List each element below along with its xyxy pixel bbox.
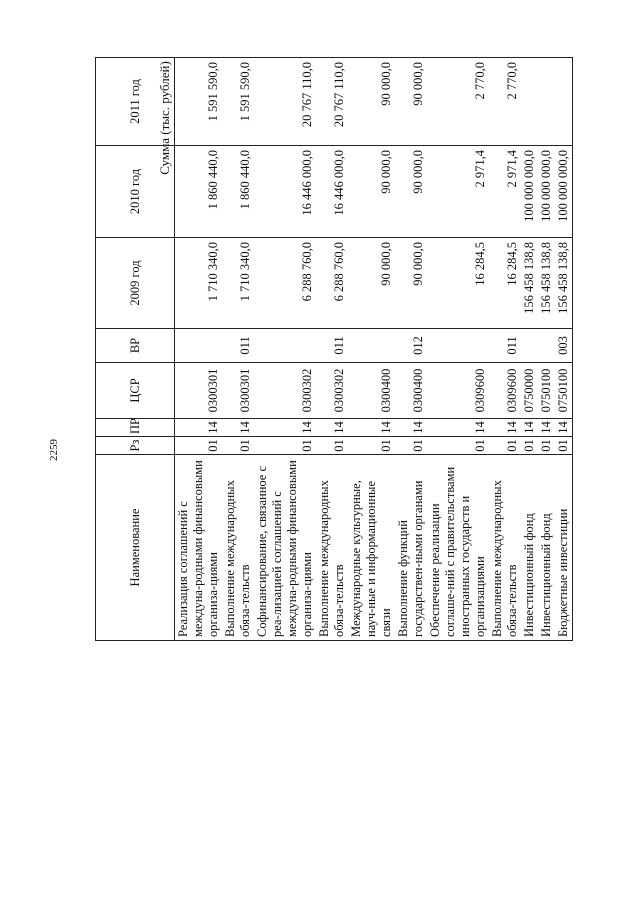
cell-rz: 01	[538, 437, 555, 455]
cell-name: Инвестиционный фонд	[538, 455, 555, 641]
cell-y2011: 20 767 110,0	[316, 58, 348, 146]
cell-y2010: 90 000,0	[395, 146, 427, 238]
header-2010: 2010 год	[96, 146, 175, 238]
cell-y2011	[555, 58, 573, 146]
table-row	[521, 58, 538, 641]
cell-y2009: 1 710 340,0	[222, 238, 254, 329]
cell-csr: 0300400	[348, 363, 395, 419]
cell-name: Выполнение международных обяза-тельств	[222, 455, 254, 641]
cell-csr: 0300302	[254, 363, 316, 419]
cell-y2010: 100 000 000,0	[521, 146, 538, 238]
cell-name: Софинансирование, связанное с реа-лизацией соглашений с междуна-родными финансовыми организа-циями	[254, 455, 316, 641]
table-row	[395, 58, 427, 641]
cell-vr: 003	[555, 329, 573, 363]
cell-vr	[175, 329, 223, 363]
cell-vr	[521, 329, 538, 363]
cell-pr: 14	[222, 419, 254, 437]
table-row	[175, 58, 223, 641]
cell-y2011: 90 000,0	[348, 58, 395, 146]
cell-rz: 01	[427, 437, 489, 455]
header-pr: ПР	[96, 419, 175, 437]
cell-y2010: 2 971,4	[489, 146, 521, 238]
cell-rz: 01	[222, 437, 254, 455]
cell-y2010: 100 000 000,0	[538, 146, 555, 238]
cell-name: Выполнение международных обяза-тельств	[316, 455, 348, 641]
cell-pr: 14	[316, 419, 348, 437]
cell-y2011: 2 770,0	[489, 58, 521, 146]
table-row	[555, 58, 573, 641]
cell-name: Реализация соглашений с междуна-родными финансовыми организа-циями	[175, 455, 223, 641]
header-2009: 2009 год	[96, 238, 175, 329]
cell-y2010: 2 971,4	[427, 146, 489, 238]
cell-y2010: 1 860 440,0	[222, 146, 254, 238]
cell-name: Выполнение международных обяза-тельств	[489, 455, 521, 641]
cell-y2011: 2 770,0	[427, 58, 489, 146]
cell-y2009: 1 710 340,0	[175, 238, 223, 329]
cell-rz: 01	[254, 437, 316, 455]
cell-y2011: 1 591 590,0	[222, 58, 254, 146]
cell-name: Обеспечение реализации соглаше-ний с правительствами иностранных государств и организациями	[427, 455, 489, 641]
table-row	[316, 58, 348, 641]
cell-vr	[538, 329, 555, 363]
cell-y2011	[538, 58, 555, 146]
cell-vr	[254, 329, 316, 363]
cell-y2009: 156 458 138,8	[538, 238, 555, 329]
cell-y2009: 90 000,0	[395, 238, 427, 329]
cell-pr: 14	[489, 419, 521, 437]
rotated-table-sheet	[95, 58, 570, 641]
cell-vr	[348, 329, 395, 363]
cell-y2010: 16 446 000,0	[254, 146, 316, 238]
cell-y2010: 1 860 440,0	[175, 146, 223, 238]
cell-y2009: 156 458 138,8	[555, 238, 573, 329]
cell-pr: 14	[395, 419, 427, 437]
cell-csr: 0300301	[222, 363, 254, 419]
table-row	[348, 58, 395, 641]
cell-name: Инвестиционный фонд	[521, 455, 538, 641]
cell-rz: 01	[316, 437, 348, 455]
unit-caption: Сумма (тыс. рублей)	[157, 61, 172, 175]
cell-y2009: 6 288 760,0	[316, 238, 348, 329]
cell-csr: 0300301	[175, 363, 223, 419]
header-rz: Рз	[96, 437, 175, 455]
cell-csr: 0300302	[316, 363, 348, 419]
cell-rz: 01	[395, 437, 427, 455]
cell-name: Выполнение функций государствен-ными органами	[395, 455, 427, 641]
cell-csr: 0309600	[489, 363, 521, 419]
cell-vr	[427, 329, 489, 363]
cell-csr: 0750100	[538, 363, 555, 419]
cell-y2009: 16 284,5	[427, 238, 489, 329]
header-name: Наименование	[96, 455, 175, 641]
cell-rz: 01	[348, 437, 395, 455]
cell-csr: 0300400	[395, 363, 427, 419]
cell-rz: 01	[555, 437, 573, 455]
cell-rz: 01	[175, 437, 223, 455]
table-body	[175, 58, 573, 641]
cell-vr: 011	[222, 329, 254, 363]
cell-csr: 0750100	[555, 363, 573, 419]
cell-pr: 14	[348, 419, 395, 437]
cell-vr: 012	[395, 329, 427, 363]
cell-pr: 14	[254, 419, 316, 437]
header-csr: ЦСР	[96, 363, 175, 419]
cell-y2009: 156 458 138,8	[521, 238, 538, 329]
cell-y2011: 90 000,0	[395, 58, 427, 146]
header-2011: 2011 год	[96, 58, 175, 146]
table-row	[538, 58, 555, 641]
cell-y2009: 90 000,0	[348, 238, 395, 329]
table-row	[222, 58, 254, 641]
table-row	[427, 58, 489, 641]
cell-y2011	[521, 58, 538, 146]
cell-vr: 011	[489, 329, 521, 363]
cell-pr: 14	[538, 419, 555, 437]
cell-csr: 0309600	[427, 363, 489, 419]
table-header-row	[96, 58, 175, 641]
table-row	[489, 58, 521, 641]
cell-y2009: 6 288 760,0	[254, 238, 316, 329]
cell-y2010: 90 000,0	[348, 146, 395, 238]
cell-vr: 011	[316, 329, 348, 363]
cell-y2011: 1 591 590,0	[175, 58, 223, 146]
cell-name: Международные культурные, науч-ные и информационные связи	[348, 455, 395, 641]
cell-rz: 01	[521, 437, 538, 455]
budget-table	[95, 57, 573, 641]
cell-y2010: 16 446 000,0	[316, 146, 348, 238]
header-vr: ВР	[96, 329, 175, 363]
cell-csr: 0750000	[521, 363, 538, 419]
cell-pr: 14	[555, 419, 573, 437]
cell-y2011: 20 767 110,0	[254, 58, 316, 146]
cell-pr: 14	[427, 419, 489, 437]
cell-pr: 14	[521, 419, 538, 437]
cell-rz: 01	[489, 437, 521, 455]
page-number: 2259	[48, 439, 60, 461]
table-row	[254, 58, 316, 641]
cell-y2009: 16 284,5	[489, 238, 521, 329]
cell-pr: 14	[175, 419, 223, 437]
cell-y2010: 100 000 000,0	[555, 146, 573, 238]
cell-name: Бюджетные инвестиции	[555, 455, 573, 641]
